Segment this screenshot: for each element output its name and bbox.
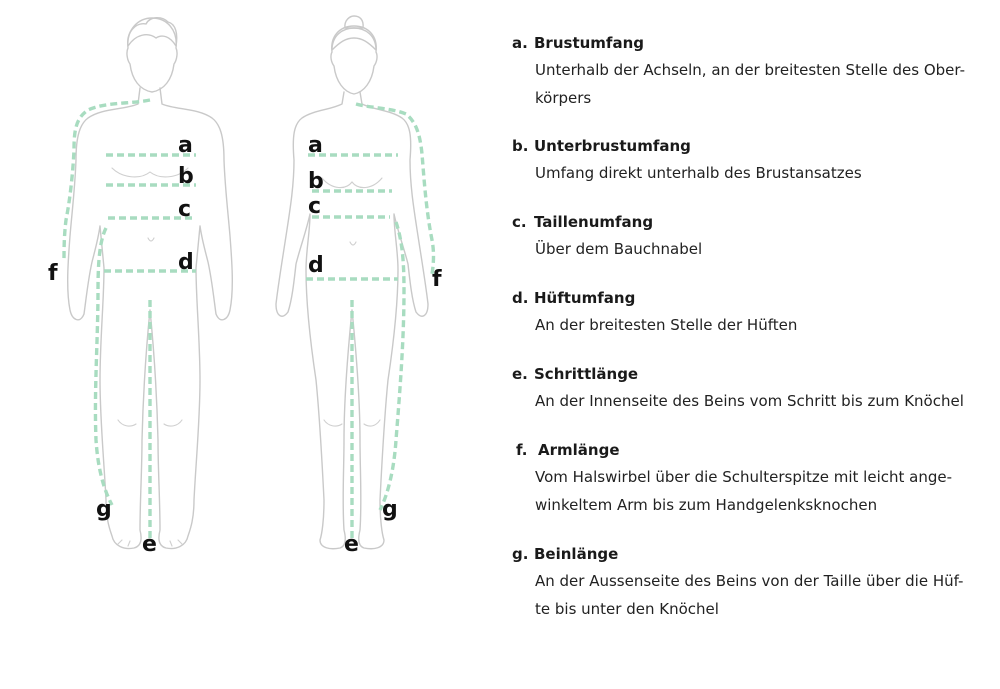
female-measure-g [380,222,404,510]
measurement-item-e [512,361,992,415]
male-label-a: a [178,133,193,158]
female-label-d: d [308,253,324,278]
male-navel [148,238,154,241]
item-description: An der Aussenseite des Beins von der Taille über die Hüf- te bis unter den Knöchel [535,572,964,618]
item-letter: d. [512,289,529,307]
item-description: An der Innenseite des Beins vom Schritt bis zum Knöchel [535,392,964,410]
item-letter: g. [512,545,529,563]
male-knee-right [164,420,182,426]
item-letter: b. [512,137,529,155]
item-letter: e. [512,365,528,383]
male-head [127,18,177,92]
measurement-legend [512,30,992,623]
female-knee-left [324,420,342,426]
female-navel [350,242,356,245]
male-knee-left [118,420,136,426]
female-knee-right [364,420,380,426]
male-label-b: b [178,164,194,189]
female-label-a: a [308,133,323,158]
male-chest-line [112,168,188,177]
measurement-item-g [512,541,992,623]
item-title: Beinlänge [534,545,619,563]
item-title: Taillenumfang [534,213,654,231]
measurement-item-c [512,209,992,263]
measurement-item-d [512,285,992,339]
male-label-e: e [142,532,157,557]
measurement-item-a [512,30,992,112]
male-label-g: g [96,497,112,522]
item-letter: c. [512,213,527,231]
female-figure [276,16,442,557]
female-measure-f [356,104,434,274]
female-label-g: g [382,497,398,522]
female-chest-line [322,178,382,188]
female-label-f: f [432,267,442,292]
male-measure-f [64,100,150,262]
item-letter: a. [512,34,528,52]
item-title: Schrittlänge [534,365,639,383]
male-hair [128,18,177,46]
item-description: An der breitesten Stelle der Hüften [535,316,798,334]
item-title: Armlänge [538,441,620,459]
male-label-f: f [48,261,58,286]
item-description: Umfang direkt unterhalb des Brustansatzes [535,164,862,182]
female-label-b: b [308,169,324,194]
item-description: Über dem Bauchnabel [535,240,703,258]
male-figure [48,18,232,557]
measurement-item-f [512,437,992,519]
item-title: Unterbrustumfang [534,137,691,155]
item-description: Vom Halswirbel über die Schulterspitze mit leicht ange- winkeltem Arm bis zum Handgelenksknochen [535,468,953,514]
item-title: Hüftumfang [534,289,636,307]
item-description: Unterhalb der Achseln, an der breitesten Stelle des Ober- körpers [535,61,966,107]
item-letter: f. [516,441,528,459]
male-label-c: c [178,197,192,222]
female-head [331,26,377,94]
female-label-e: e [344,532,359,557]
male-label-d: d [178,250,194,275]
measurement-item-b [512,133,992,187]
female-label-c: c [308,194,322,219]
item-title: Brustumfang [534,34,644,52]
